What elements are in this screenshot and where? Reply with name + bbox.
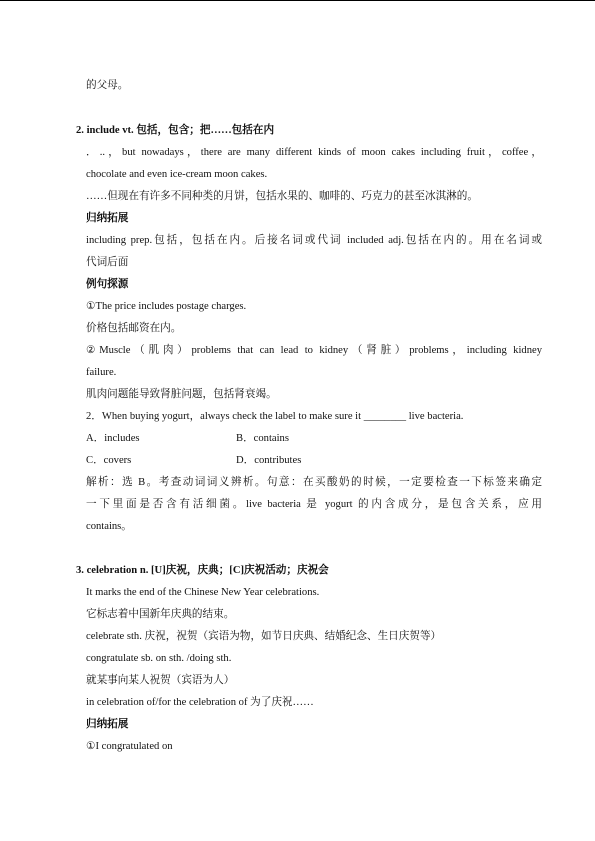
subheading-examples: 例句探源 — [86, 279, 129, 290]
example-sentence: It marks the end of the Chinese New Year celebrations. — [86, 587, 320, 598]
example-sentence: ①The price includes postage charges. — [86, 301, 247, 312]
exercise-item: ①I congratulated on — [86, 741, 173, 752]
example-sentence: ②Muscle（肌肉）problems that can lead to kidney（肾脏）problems，including kidney — [86, 345, 542, 356]
option-a: A．includes — [86, 433, 140, 444]
option-b: B．contains — [236, 433, 289, 444]
phrase-definition: celebrate sth. 庆祝，祝贺（宾语为物，如节日庆典、结婚纪念、生日庆贺等） — [86, 631, 442, 642]
translation: ……但现在有许多不同种类的月饼，包括水果的、咖啡的、巧克力的甚至冰淇淋的。 — [86, 191, 478, 202]
exercise-question: 2．When buying yogurt，always check the label to make sure it ________ live bacteria. — [86, 411, 464, 422]
phrase-definition: in celebration of/for the celebration of 为了庆祝…… — [86, 697, 314, 708]
example-sentence: failure. — [86, 367, 117, 378]
translation: 价格包括邮资在内。 — [86, 323, 182, 334]
phrase-definition: 就某事向某人祝贺（宾语为人） — [86, 675, 235, 686]
explanation: 代词后面 — [86, 257, 129, 268]
answer-explanation: 一下里面是否含有活细菌。live bacteria 是 yogurt 的内含成分，是包含关系，应用 — [86, 499, 542, 510]
subheading-summary: 归纳拓展 — [86, 213, 129, 224]
example-sentence: chocolate and even ice-cream moon cakes. — [86, 169, 268, 180]
text-line: 的父母。 — [86, 80, 129, 91]
answer-explanation: contains。 — [86, 521, 132, 532]
explanation: including prep.包括，包括在内。后接名词或代词 included adj.包括在内的。用在名词或 — [86, 235, 542, 246]
option-d: D．contributes — [236, 455, 302, 466]
answer-explanation: 解析：选 B。考查动词词义辨析。句意：在买酸奶的时候，一定要检查一下标签来确定 — [86, 477, 542, 488]
section-heading-include: 2. include vt. 包括，包含；把……包括在内 — [76, 125, 275, 136]
phrase-definition: congratulate sb. on sth. /doing sth. — [86, 653, 232, 664]
option-c: C．covers — [86, 455, 132, 466]
translation: 肌肉问题能导致肾脏问题，包括肾衰竭。 — [86, 389, 277, 400]
section-heading-celebration: 3. celebration n. [U]庆祝，庆典；[C]庆祝活动；庆祝会 — [76, 565, 329, 576]
translation: 它标志着中国新年庆典的结束。 — [86, 609, 235, 620]
example-sentence: ．..，but nowadays，there are many different kinds of moon cakes including fruit，coffee， — [86, 147, 542, 158]
subheading-summary: 归纳拓展 — [86, 719, 129, 730]
